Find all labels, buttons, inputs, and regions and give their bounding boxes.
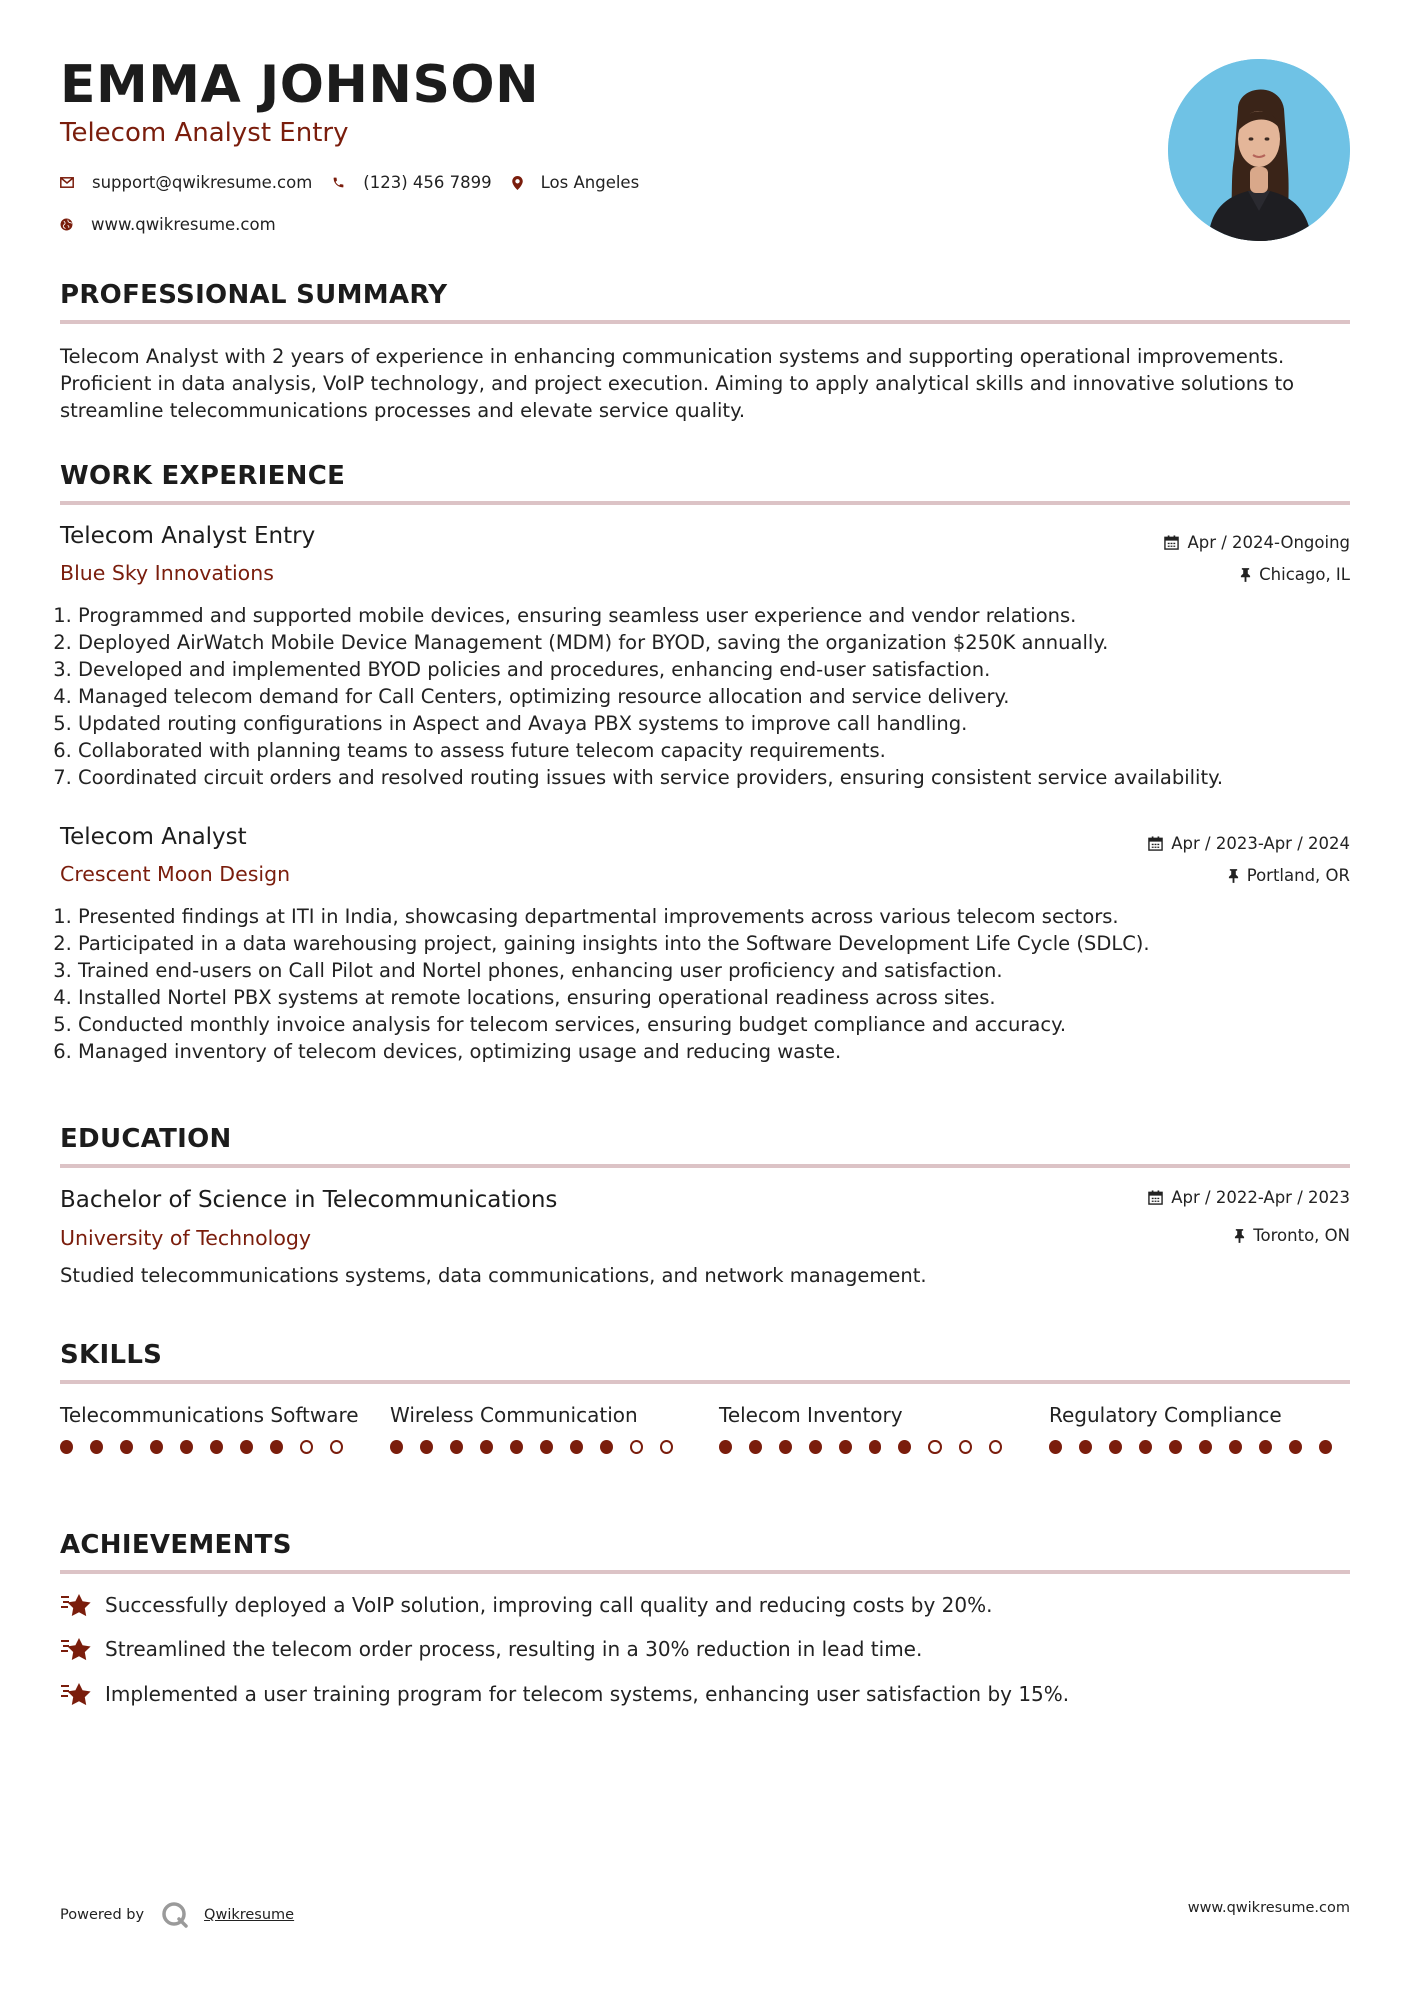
section-title-education: EDUCATION — [60, 1124, 232, 1154]
job-bullet: 4. Managed telecom demand for Call Centers, optimizing resource allocation and service delivery. — [78, 683, 1350, 710]
skill-dot-filled — [420, 1440, 433, 1454]
skill-dot-filled — [1259, 1440, 1272, 1454]
contact-email[interactable] — [60, 173, 312, 192]
section-title-experience: WORK EXPERIENCE — [60, 461, 346, 491]
pushpin-icon — [1234, 1228, 1245, 1243]
skill-item — [60, 1402, 360, 1454]
skill-dot-filled — [240, 1440, 253, 1454]
job-bullet: 7. Coordinated circuit orders and resolved routing issues with service providers, ensuring consistent service availability. — [78, 764, 1350, 791]
skill-dot-filled — [749, 1440, 762, 1454]
skill-dot-filled — [1169, 1440, 1182, 1454]
skill-item — [719, 1402, 1019, 1454]
skill-dot-filled — [540, 1440, 553, 1454]
job-bullet: 1. Presented findings at ITI in India, showcasing departmental improvements across various telecom sectors. — [78, 903, 1350, 930]
skill-dot-filled — [390, 1440, 403, 1454]
skill-rating — [719, 1440, 1019, 1454]
job-bullet: 5. Conducted monthly invoice analysis for telecom services, ensuring budget compliance and accuracy. — [78, 1011, 1350, 1038]
skill-name: Telecommunications Software — [60, 1403, 359, 1427]
skill-dot-filled — [510, 1440, 523, 1454]
star-icon — [60, 1592, 93, 1618]
job-bullet: 2. Participated in a data warehousing project, gaining insights into the Software Development Life Cycle (SDLC). — [78, 930, 1350, 957]
skill-dot-filled — [1319, 1440, 1332, 1454]
job-company: Crescent Moon Design — [60, 862, 291, 886]
job-bullet: 3. Trained end-users on Call Pilot and Nortel phones, enhancing user proficiency and satisfaction. — [78, 957, 1350, 984]
skill-dot-filled — [779, 1440, 792, 1454]
skill-name: Telecom Inventory — [719, 1403, 903, 1427]
contact-website[interactable] — [60, 215, 276, 234]
job-bullet: 6. Collaborated with planning teams to assess future telecom capacity requirements. — [78, 737, 1350, 764]
section-divider — [60, 320, 1350, 324]
skill-dot-filled — [869, 1440, 882, 1454]
job-bullets — [60, 903, 1350, 1065]
contact-row-secondary — [60, 215, 296, 234]
education-dates-text: Apr / 2022-Apr / 2023 — [1171, 1188, 1350, 1207]
skill-dot-filled — [60, 1440, 73, 1454]
skill-dot-filled — [1109, 1440, 1122, 1454]
achievement-text: Streamlined the telecom order process, resulting in a 30% reduction in lead time. — [105, 1637, 923, 1661]
education-dates — [1148, 1188, 1350, 1207]
star-icon — [60, 1681, 93, 1707]
globe-icon — [60, 218, 73, 231]
job-location — [1228, 866, 1350, 885]
profile-photo-illustration — [1168, 59, 1350, 241]
pushpin-icon — [1228, 868, 1239, 883]
skill-item — [1049, 1402, 1349, 1454]
candidate-name: EMMA JOHNSON — [60, 55, 540, 115]
skill-item — [390, 1402, 690, 1454]
footer-powered-by — [60, 1900, 294, 1930]
achievement-item — [60, 1681, 1069, 1707]
pushpin-icon — [1240, 567, 1251, 582]
job-bullet: 5. Updated routing configurations in Aspect and Avaya PBX systems to improve call handling. — [78, 710, 1350, 737]
skill-dot-filled — [839, 1440, 852, 1454]
job-location-text: Chicago, IL — [1259, 565, 1350, 584]
skill-dot-filled — [898, 1440, 911, 1454]
location-text: Los Angeles — [540, 173, 640, 192]
skill-dot-filled — [600, 1440, 613, 1454]
skill-dot-filled — [809, 1440, 822, 1454]
education-location-text: Toronto, ON — [1253, 1226, 1350, 1245]
achievement-item — [60, 1636, 922, 1662]
degree-title: Bachelor of Science in Telecommunications — [60, 1187, 558, 1213]
contact-row-primary — [60, 173, 659, 192]
skill-rating — [390, 1440, 690, 1454]
section-divider — [60, 1570, 1350, 1574]
email-text: support@qwikresume.com — [92, 173, 313, 192]
job-dates — [1164, 533, 1350, 552]
job-dates-text: Apr / 2024-Ongoing — [1187, 533, 1350, 552]
phone-icon — [332, 176, 345, 189]
map-pin-icon — [512, 176, 523, 190]
skill-dot-filled — [1049, 1440, 1062, 1454]
skill-dot-filled — [120, 1440, 133, 1454]
brand-link[interactable]: Qwikresume — [204, 1907, 295, 1923]
phone-text: (123) 456 7899 — [363, 173, 492, 192]
calendar-icon — [1148, 836, 1163, 851]
calendar-icon — [1148, 1190, 1163, 1205]
skill-dot-empty — [630, 1440, 643, 1454]
footer-website[interactable]: www.qwikresume.com — [1187, 1900, 1350, 1916]
education-description: Studied telecommunications systems, data communications, and network management. — [60, 1264, 927, 1287]
section-divider — [60, 1380, 1350, 1384]
job-dates-text: Apr / 2023-Apr / 2024 — [1171, 834, 1350, 853]
job-dates — [1148, 834, 1350, 853]
section-title-summary: PROFESSIONAL SUMMARY — [60, 280, 448, 310]
skill-dot-filled — [180, 1440, 193, 1454]
skill-dot-filled — [480, 1440, 493, 1454]
calendar-icon — [1164, 535, 1179, 550]
star-icon — [60, 1636, 93, 1662]
job-title: Telecom Analyst — [60, 824, 247, 850]
job-bullet: 3. Developed and implemented BYOD policies and procedures, enhancing end-user satisfaction. — [78, 656, 1350, 683]
powered-by-text: Powered by — [60, 1907, 145, 1923]
skill-dot-filled — [210, 1440, 223, 1454]
school-name: University of Technology — [60, 1226, 312, 1250]
job-bullet: 2. Deployed AirWatch Mobile Device Management (MDM) for BYOD, saving the organization $250K annually. — [78, 629, 1350, 656]
job-title: Telecom Analyst Entry — [60, 523, 316, 549]
job-bullets — [60, 602, 1350, 791]
skill-dot-filled — [450, 1440, 463, 1454]
achievement-item — [60, 1592, 993, 1618]
skill-dot-filled — [1229, 1440, 1242, 1454]
achievement-text: Successfully deployed a VoIP solution, improving call quality and reducing costs by 20%. — [105, 1593, 993, 1617]
envelope-icon — [60, 177, 74, 188]
skill-dot-filled — [1079, 1440, 1092, 1454]
contact-location — [512, 173, 640, 192]
summary-text: Telecom Analyst with 2 years of experience in enhancing communication systems and supporting operational improvements. Proficient in data analysis, VoIP technology, and project execution. Aiming to apply analytical skills and innovative solutions to streamline telecommunications processes and elevate service quality. — [60, 345, 1295, 422]
skill-dot-filled — [150, 1440, 163, 1454]
contact-phone[interactable] — [332, 173, 491, 192]
website-text: www.qwikresume.com — [91, 215, 276, 234]
skill-dot-filled — [1289, 1440, 1302, 1454]
education-location — [1234, 1226, 1350, 1245]
skill-dot-filled — [270, 1440, 283, 1454]
skill-dot-empty — [660, 1440, 673, 1454]
skill-dot-filled — [1199, 1440, 1212, 1454]
section-title-skills: SKILLS — [60, 1340, 163, 1370]
section-title-achievements: ACHIEVEMENTS — [60, 1530, 292, 1560]
skill-rating — [1049, 1440, 1349, 1454]
skill-rating — [60, 1440, 360, 1454]
skill-dot-filled — [719, 1440, 732, 1454]
skill-dot-filled — [90, 1440, 103, 1454]
skill-dot-filled — [570, 1440, 583, 1454]
job-location-text: Portland, OR — [1246, 866, 1350, 885]
qwikresume-logo-icon — [160, 1900, 190, 1930]
skill-name: Regulatory Compliance — [1049, 1403, 1282, 1427]
job-bullet: 1. Programmed and supported mobile devices, ensuring seamless user experience and vendor relations. — [78, 602, 1350, 629]
skill-dot-empty — [959, 1440, 972, 1454]
section-divider — [60, 501, 1350, 505]
candidate-title: Telecom Analyst Entry — [60, 118, 349, 148]
job-location — [1240, 565, 1350, 584]
job-bullet: 4. Installed Nortel PBX systems at remote locations, ensuring operational readiness across sites. — [78, 984, 1350, 1011]
achievement-text: Implemented a user training program for telecom systems, enhancing user satisfaction by 15%. — [105, 1682, 1070, 1706]
skill-dot-empty — [330, 1440, 343, 1454]
skill-dot-empty — [300, 1440, 313, 1454]
job-company: Blue Sky Innovations — [60, 561, 274, 585]
section-divider — [60, 1164, 1350, 1168]
skill-name: Wireless Communication — [390, 1403, 638, 1427]
job-bullet: 6. Managed inventory of telecom devices, optimizing usage and reducing waste. — [78, 1038, 1350, 1065]
skill-dot-empty — [989, 1440, 1002, 1454]
skill-dot-filled — [1139, 1440, 1152, 1454]
resume-page — [60, 0, 1350, 1990]
profile-photo — [1168, 59, 1350, 241]
skill-dot-empty — [928, 1440, 941, 1454]
